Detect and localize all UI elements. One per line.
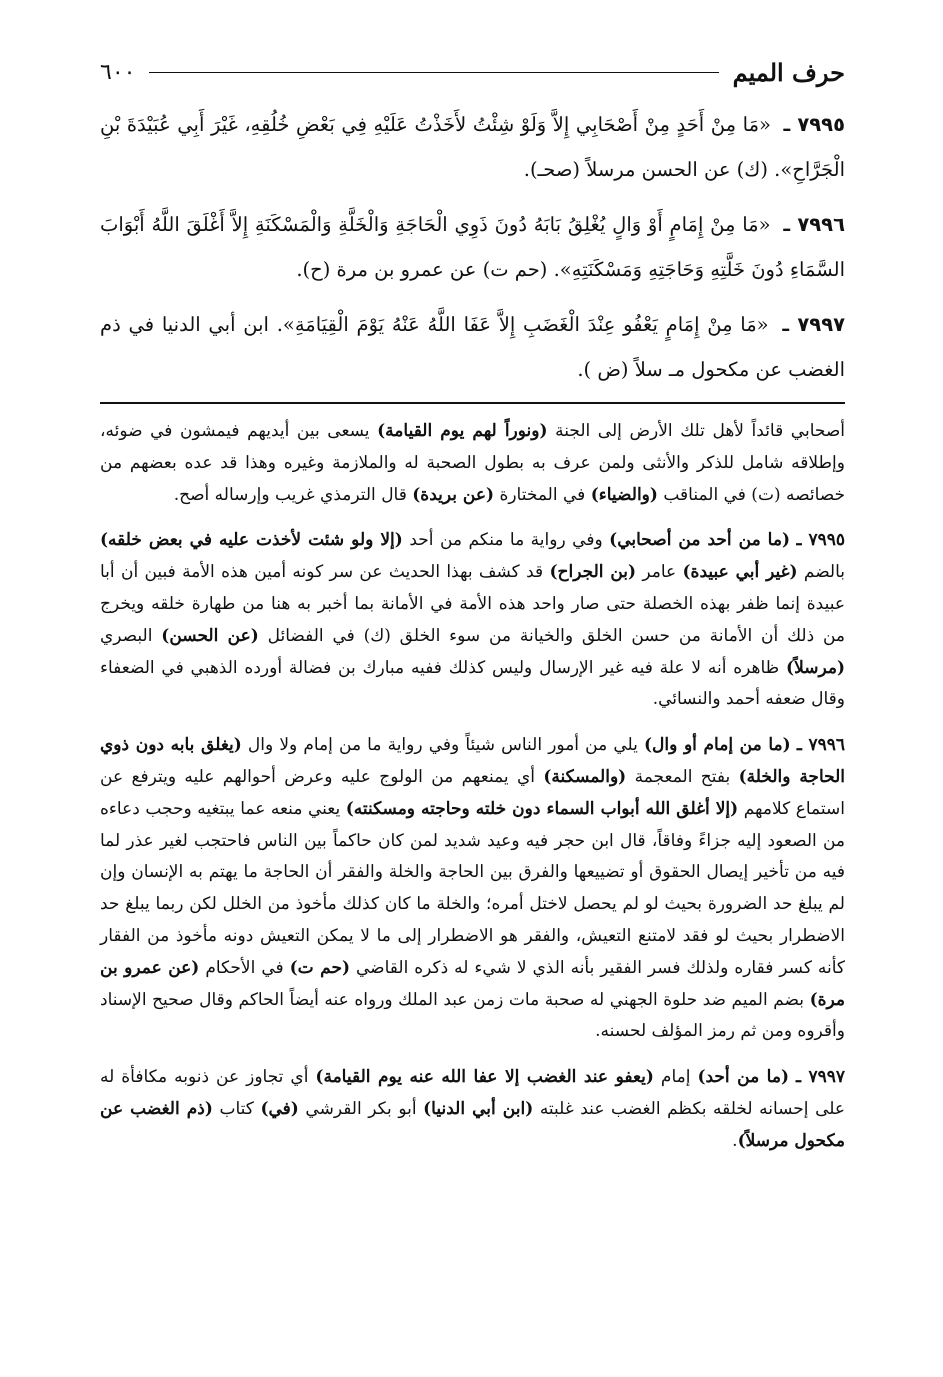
header-rule xyxy=(149,72,718,73)
commentary-quote: (والضياء) xyxy=(590,484,658,505)
commentary-text: أي يمنعهم من الولوج عليه وعرض أحوالهم عليه ويترفع عن استماع كلامهم xyxy=(100,766,845,819)
commentary-quote: (ما من أحد) xyxy=(697,1067,790,1088)
commentary-intro xyxy=(100,416,845,511)
commentary-text: عامر xyxy=(642,562,677,583)
commentary-quote: (عن عمرو بن مرة) xyxy=(100,957,846,1010)
commentary-quote: (عن الحسن) xyxy=(161,625,259,646)
commentary-quote: (يعفو عند الغضب إلا عفا الله عنه يوم القيامة) xyxy=(315,1067,654,1088)
commentary-text: بفتح المعجمة xyxy=(634,766,731,787)
commentary-text: وفي رواية ما منكم من أحد xyxy=(409,530,603,551)
commentary-quote: (حم ت) xyxy=(289,957,351,978)
section-divider xyxy=(100,402,845,404)
book-page xyxy=(100,52,845,1172)
commentary-quote: (مرسلاً) xyxy=(786,657,845,678)
commentary-quote: (ونوراً لهم يوم القيامة) xyxy=(377,421,548,441)
commentary-quote: (عن بريدة) xyxy=(412,484,495,505)
commentary-text: في الأحكام xyxy=(205,957,284,978)
hadith-number: ٧٩٩٧ ـ xyxy=(782,313,845,336)
commentary-quote: (ما من إمام أو وال) xyxy=(643,735,791,756)
hadith-number: ٧٩٩٥ ـ xyxy=(783,113,845,136)
commentary-text: أي تجاوز عن ذنوبه مكافأة له على إحسانه لخلقه بكظم الغضب عند غلبته xyxy=(100,1067,846,1119)
commentary-quote: (في) xyxy=(260,1098,299,1119)
commentary-text: بالضم xyxy=(803,562,846,583)
commentary-text: قد كشف بهذا الحديث عن سر كونه أمين هذه الأمة فبين أن أبا عبيدة إنما ظفر بهذه الخصلة حتى صار واحد هذه الأمة في الأمانة بما أخبر به هنا من طهارة خلقه ويخرج من ذلك أن الأمانة من حسن الخلق والخيانة من سوء الخلق (ك) في الفضائل xyxy=(100,562,846,646)
page-number: ٦٠٠ xyxy=(100,59,136,85)
hadith-body: «مَا مِنْ إِمَامٍ أَوْ وَالٍ يُغْلِقُ بَابَهُ دُونَ ذَوِي الْحَاجَةِ وَالْخَلَّةِ وَالْمَسْكَنَةِ إِلاَّ أَغْلَقَ اللَّهُ أَبْوَابَ السَّمَاءِ دُونَ خَلَّتِهِ وَحَاجَتِهِ وَمَسْكَنَتِهِ». (حم ت) عن عمرو بن مرة (ح). xyxy=(100,213,845,281)
commentary-quote: (إلا أغلق الله أبواب السماء دون خلته وحاجته ومسكنته) xyxy=(345,798,739,819)
commentary-text: يعني منعه عما يبتغيه وحجب دعاءه من الصعود إليه جزاءً وفاقاً، قال ابن حجر فيه وعيد شديد لمن كان حاكماً بين الناس فاحتجب لغير عذر لما فيه من تأخير إيصال الحقوق أو تضييعها والفرق بين الحاجة والخلة والفقر أن الحاجة ما يهتم به الإنسان وإن لم يبلغ حد الضرورة بحيث لو لم يحصل لاختل أمره؛ والخلة ما كان كذلك مأخوذ من الخلل لكن ربما يبلغ حد الاضطرار بحيث لو فقد لامتنع التعيش، والفقر هو الاضطرار إلى ما لا يمكن التعيش دونه مأخوذ من الفقار كأنه كسر فقاره ولذلك فسر الفقير بأنه الذي لا شيء له ذكره القاضي xyxy=(100,798,846,978)
commentary-7995 xyxy=(100,525,845,716)
commentary-number: ٧٩٩٦ ـ xyxy=(796,735,845,756)
commentary-quote: (يغلق بابه دون ذوي الحاجة والخلة) xyxy=(100,735,845,787)
hadith-7997 xyxy=(100,302,845,392)
commentary-text: يسعى بين أيديهم فيمشون في ضوئه، وإطلاقه شامل للذكر والأنثى ولمن عرف به بطول الصحبة له والملازمة وغيره وهذا قد عده بعضهم من خصائصه (ت) في المناقب xyxy=(100,421,845,505)
commentary-text: البصري xyxy=(100,625,153,646)
running-header xyxy=(100,52,845,92)
commentary-quote: (غير أبي عبيدة) xyxy=(682,562,798,583)
commentary-text: في المختارة xyxy=(499,484,586,505)
commentary-quote: (والمسكنة) xyxy=(543,766,627,787)
commentary-section xyxy=(100,416,845,1158)
commentary-text: إمام xyxy=(660,1067,691,1088)
commentary-text: ظاهره أنه لا علة فيه غير الإرسال وليس كذلك ففيه مبارك بن فضالة أورده الذهبي في الضعفاء وقال ضعفه أحمد والنسائي. xyxy=(100,657,845,710)
commentary-text: يلي من أمور الناس شيئاً وفي رواية ما من إمام ولا وال xyxy=(247,735,638,756)
commentary-text: أصحابي قائداً لأهل تلك الأرض إلى الجنة xyxy=(555,421,846,441)
hadith-text-section xyxy=(100,102,845,392)
commentary-text: كتاب xyxy=(219,1098,254,1119)
hadith-7996 xyxy=(100,202,845,292)
commentary-quote: (ما من أحد من أصحابي) xyxy=(609,530,791,551)
commentary-quote: (ذم الغضب عن مكحول مرسلاً) xyxy=(100,1098,845,1151)
commentary-7996 xyxy=(100,730,845,1048)
hadith-body: «مَا مِنْ إِمَامٍ يَعْفُو عِنْدَ الْغَضَبِ إِلاَّ عَفَا اللَّهُ عَنْهُ يَوْمَ الْقِيَامَةِ». ابن أبي الدنيا في ذم الغضب عن مكحول مـ سلاً (ض ). xyxy=(100,313,845,381)
commentary-text: أبو بكر القرشي xyxy=(305,1098,417,1119)
commentary-text: بضم الميم ضد حلوة الجهني له صحبة مات زمن عبد الملك ورواه عنه أيضاً الحاكم وقال صحيح الإسناد وأقروه ومن ثم رمز المؤلف لحسنه. xyxy=(100,989,845,1042)
commentary-number: ٧٩٩٥ ـ xyxy=(796,530,846,551)
hadith-7995 xyxy=(100,102,845,192)
commentary-quote: (بن الجراح) xyxy=(549,562,637,583)
commentary-text: . xyxy=(732,1130,738,1151)
hadith-body: «مَا مِنْ أَحَدٍ مِنْ أَصْحَابِي إِلاَّ وَلَوْ شِئْتُ لأَخَذْتُ عَلَيْهِ فِي بَعْضِ خُلُقِهِ، غَيْرَ أَبِي عُبَيْدَةَ بْنِ الْجَرَّاحِ». (ك) عن الحسن مرسلاً (صحـ). xyxy=(100,113,845,181)
commentary-7997 xyxy=(100,1062,845,1157)
commentary-text: قال الترمذي غريب وإرساله أصح. xyxy=(173,484,407,505)
hadith-number: ٧٩٩٦ ـ xyxy=(783,213,845,236)
chapter-title: حرف الميم xyxy=(732,57,845,87)
commentary-quote: (إلا ولو شئت لأخذت عليه في بعض خلقه) xyxy=(100,530,403,551)
commentary-quote: (ابن أبي الدنيا) xyxy=(423,1098,534,1119)
commentary-number: ٧٩٩٧ ـ xyxy=(796,1067,846,1088)
